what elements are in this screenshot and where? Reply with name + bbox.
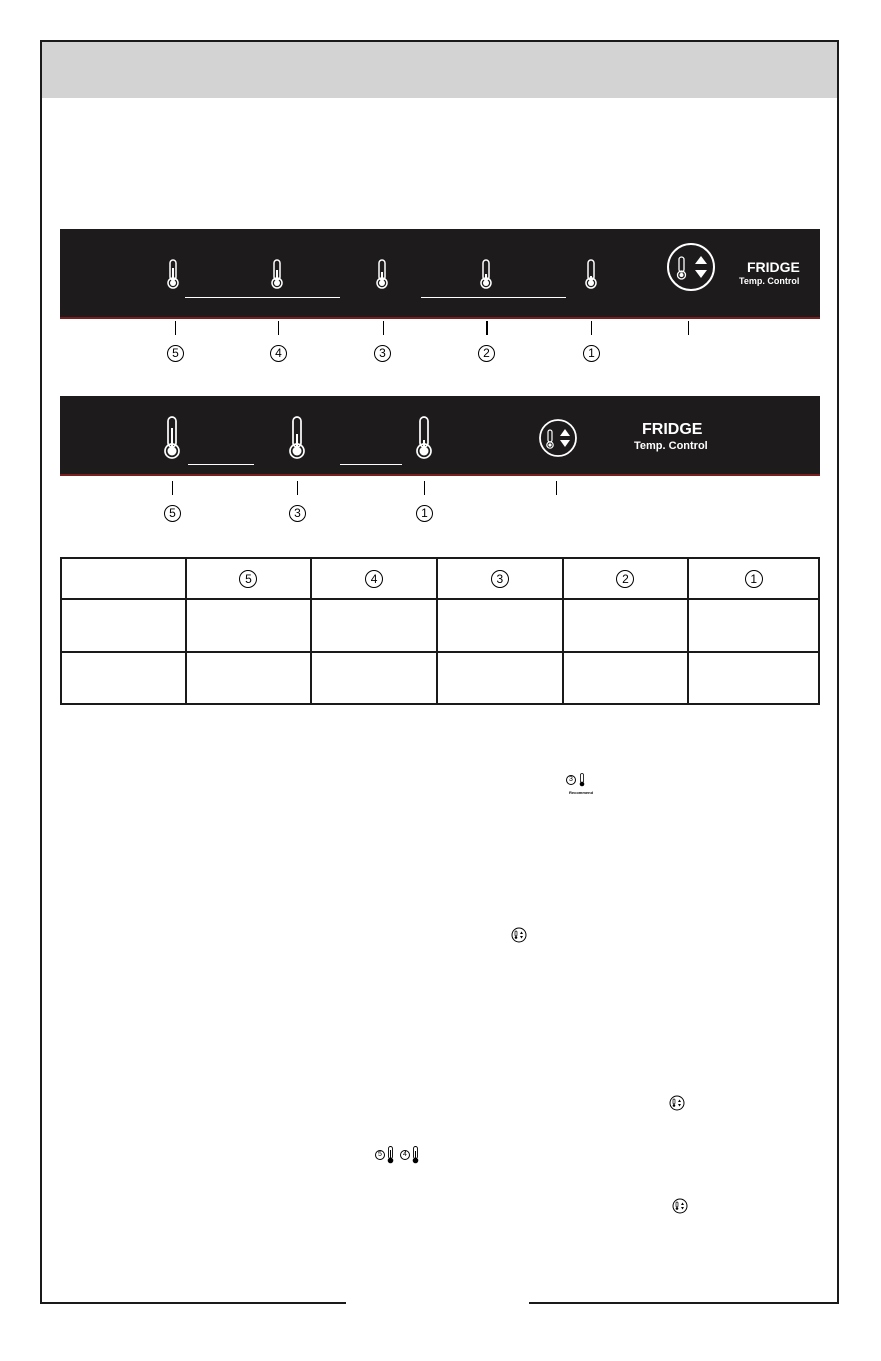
level-number: 3 (374, 345, 391, 362)
level-number: 5 (239, 570, 257, 588)
thermometer-icon-level-3 (375, 259, 389, 289)
table-cell (311, 599, 437, 652)
callout-tick (383, 321, 384, 335)
level-number: 4 (365, 570, 383, 588)
level-number: 2 (478, 345, 495, 362)
callout-tick (591, 321, 592, 335)
segment-line-right (421, 297, 566, 298)
level-number: 4 (270, 345, 287, 362)
table-cell (61, 652, 186, 704)
callout-tick (688, 321, 689, 335)
callout-tick (278, 321, 279, 335)
table-cell (688, 599, 819, 652)
level-number: 1 (416, 505, 433, 522)
control-panel-five-level (60, 229, 820, 319)
panel-b-subtitle: Temp. Control (634, 440, 708, 452)
level-number: 3 (289, 505, 306, 522)
segment-line-left (188, 464, 254, 465)
temp-adjust-icon (669, 1095, 685, 1111)
recommend-level-number: 3 (566, 775, 576, 785)
table-header-cell (311, 558, 437, 599)
callout-tick (486, 321, 488, 335)
segment-line-left (185, 297, 340, 298)
panel-b-title: FRIDGE (642, 421, 703, 438)
thermometer-icon-level-5 (166, 259, 180, 289)
temp-adjust-button[interactable] (538, 418, 578, 458)
table-header-cell (186, 558, 312, 599)
panel-a-title: FRIDGE (747, 259, 800, 275)
table-cell (563, 599, 689, 652)
level-number: 5 (164, 505, 181, 522)
level-number: 3 (491, 570, 509, 588)
panel-a-subtitle: Temp. Control (739, 276, 800, 286)
level-number-inline: 5 (375, 1150, 385, 1160)
callout-tick (424, 481, 425, 495)
thermometer-icon-inline (387, 1146, 394, 1164)
callout-tick (297, 481, 298, 495)
thermometer-icon-level-1 (584, 259, 598, 289)
segment-line-right (340, 464, 402, 465)
thermometer-icon-level-2 (479, 259, 493, 289)
recommend-label: Recommend (569, 790, 594, 795)
thermometer-icon-inline (412, 1146, 419, 1164)
thermometer-icon-level-4 (270, 259, 284, 289)
table-header-cell (61, 558, 186, 599)
thermometer-icon-recommend (579, 773, 585, 787)
level-number: 2 (616, 570, 634, 588)
callout-tick (175, 321, 176, 335)
header-band (42, 42, 837, 98)
table-header-cell (688, 558, 819, 599)
callout-tick (556, 481, 557, 495)
table-header-row (61, 558, 819, 599)
table-row (61, 652, 819, 704)
thermometer-icon-level-5 (163, 416, 181, 460)
table-cell (437, 652, 563, 704)
thermometer-icon-level-3 (288, 416, 306, 460)
temperature-level-table (60, 557, 820, 705)
table-cell (186, 599, 312, 652)
level-number: 1 (583, 345, 600, 362)
table-cell (563, 652, 689, 704)
table-cell (61, 599, 186, 652)
level-number-inline: 4 (400, 1150, 410, 1160)
frame-bottom-rule-right (529, 1302, 839, 1304)
table-cell (688, 652, 819, 704)
thermometer-icon-level-1 (415, 416, 433, 460)
level-number: 1 (745, 570, 763, 588)
table-cell (437, 599, 563, 652)
callout-tick (172, 481, 173, 495)
table-header-cell (437, 558, 563, 599)
control-panel-three-level (60, 396, 820, 476)
temp-adjust-button[interactable] (666, 242, 716, 292)
temp-adjust-icon (672, 1198, 688, 1214)
level-number: 5 (167, 345, 184, 362)
table-cell (311, 652, 437, 704)
table-cell (186, 652, 312, 704)
temp-adjust-icon (511, 927, 527, 943)
frame-bottom-rule-left (40, 1302, 346, 1304)
table-header-cell (563, 558, 689, 599)
table-row (61, 599, 819, 652)
